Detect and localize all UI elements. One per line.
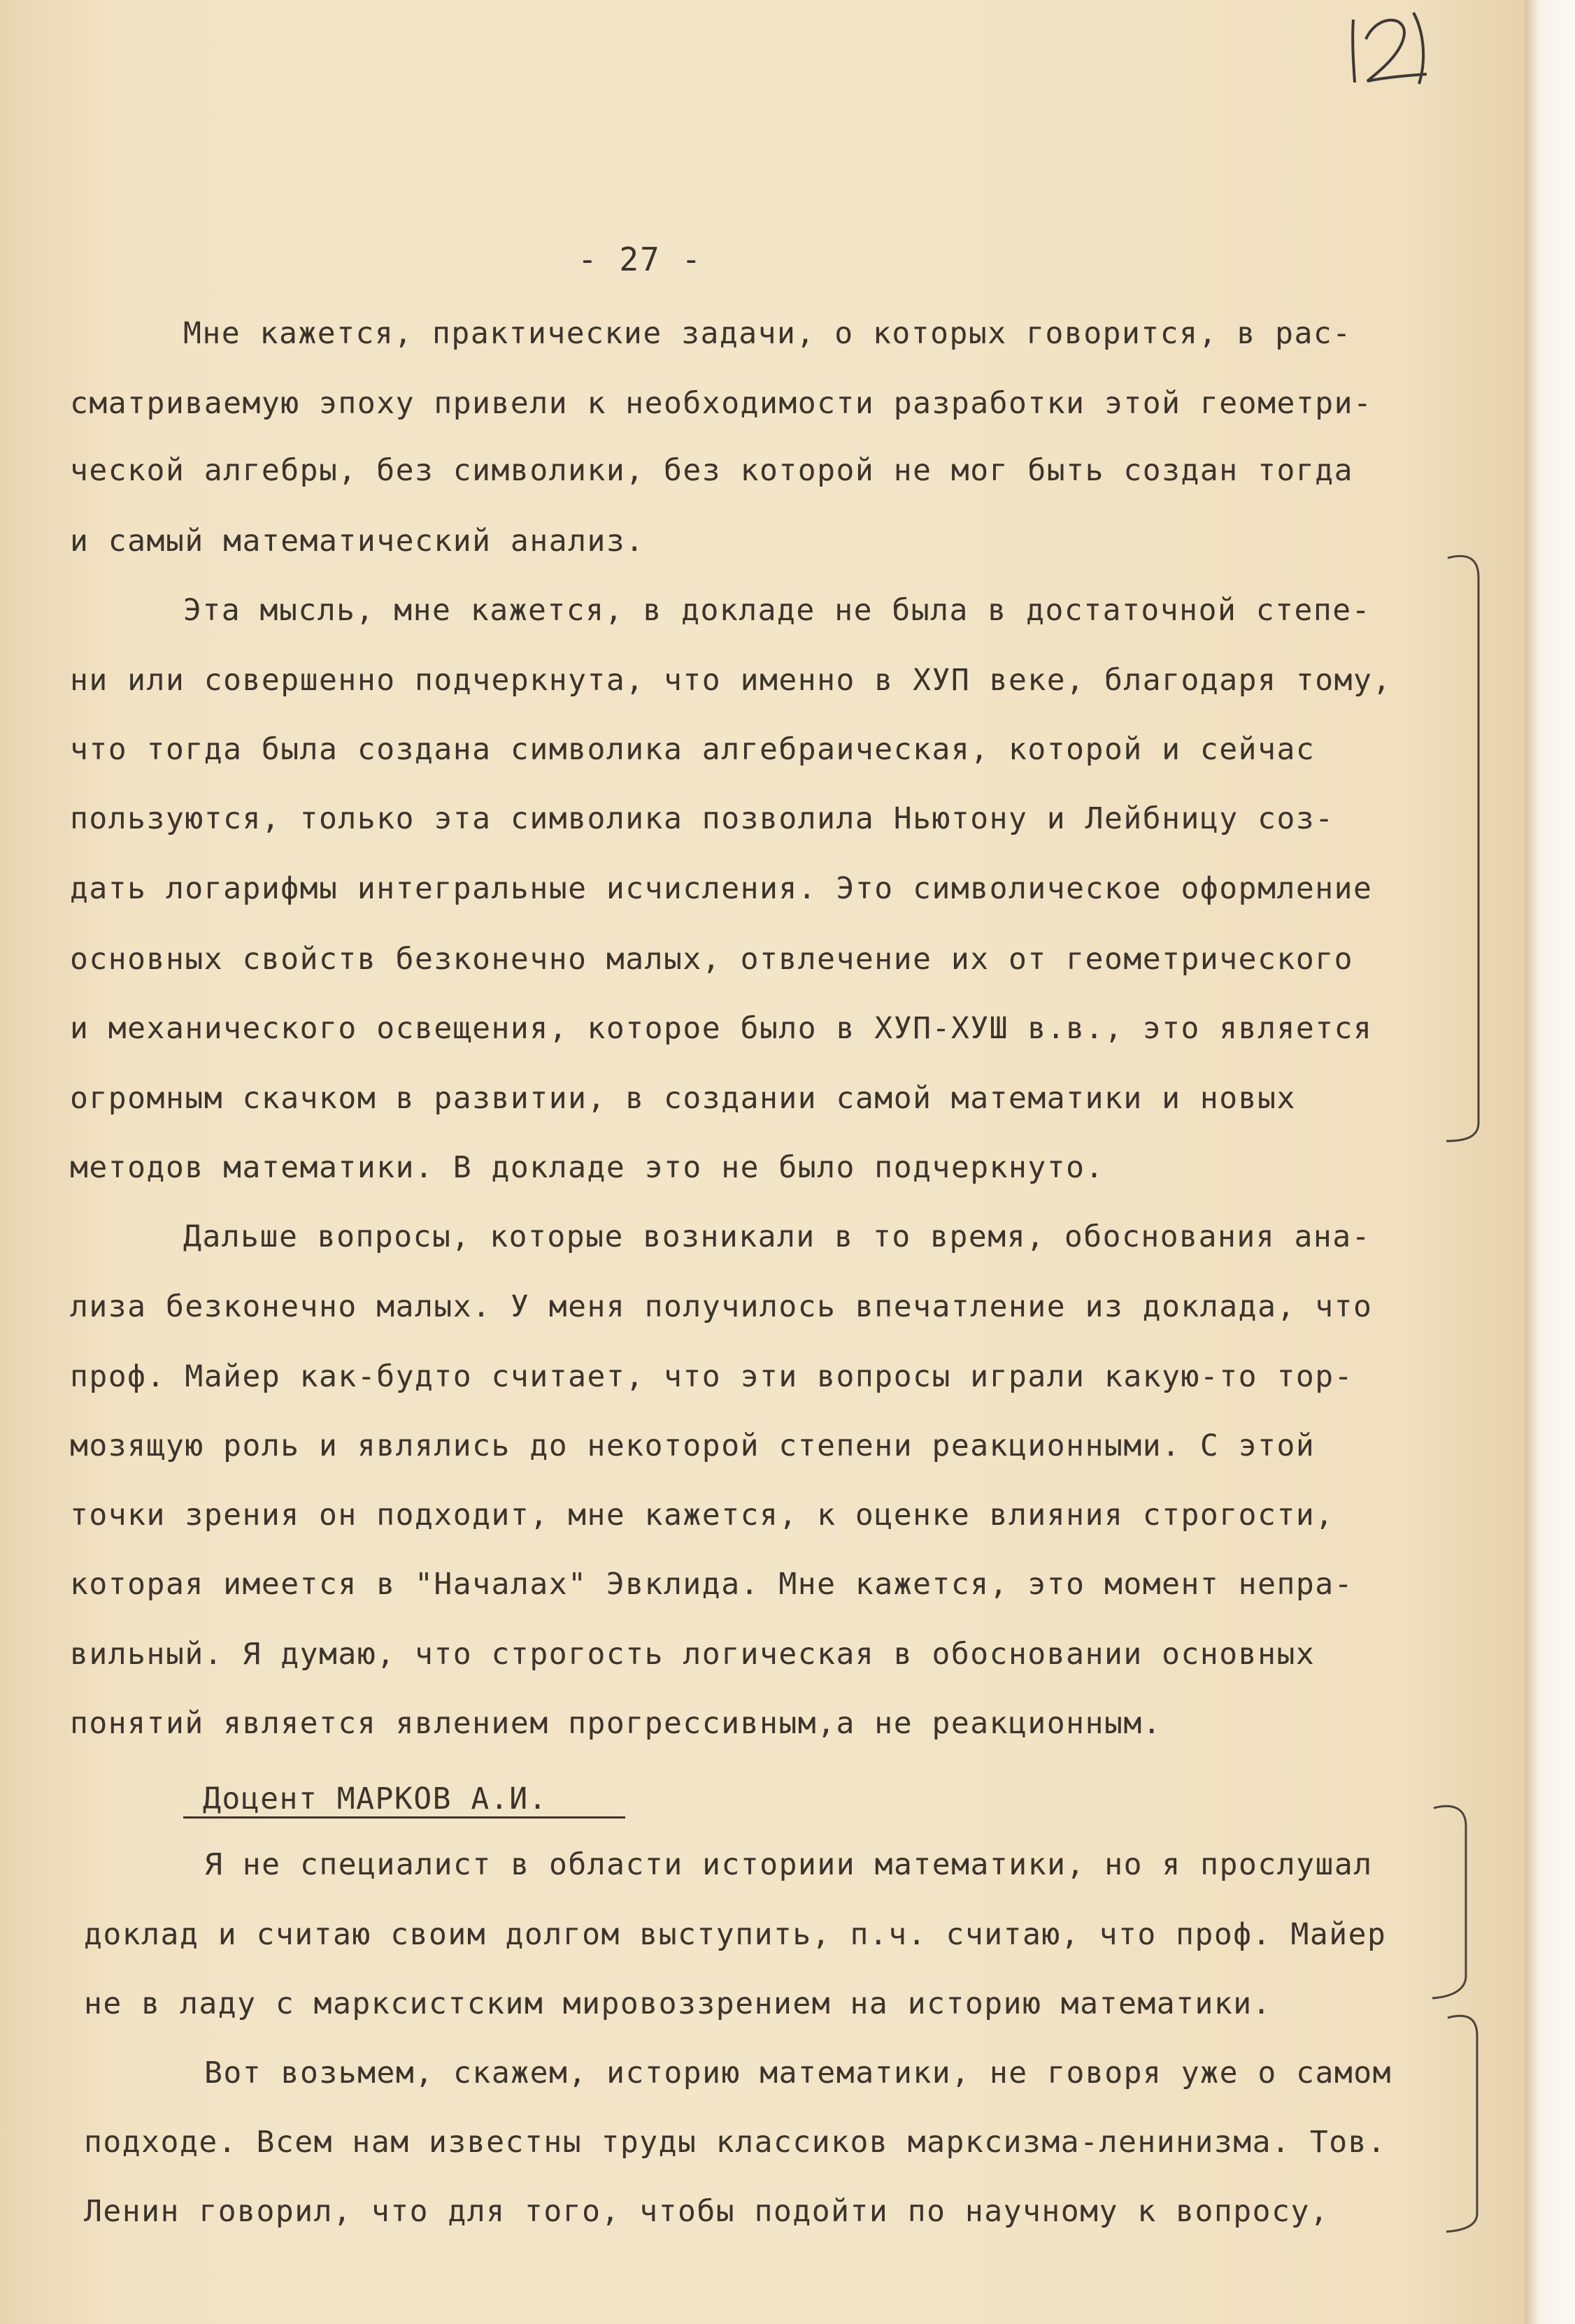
text-line: Ленин говорил, что для того, чтобы подойти по научному к вопросу, xyxy=(84,2194,1330,2229)
speaker-heading: Доцент МАРКОВ А.И. xyxy=(203,1781,548,1816)
text-line: понятий является явлением прогрессивным,а не реакционным. xyxy=(70,1706,1162,1741)
text-line: доклад и считаю своим долгом выступить, п.ч. считаю, что проф. Майер xyxy=(84,1917,1387,1952)
margin-bracket-2 xyxy=(1427,1801,1483,2011)
text-line: Я не специалист в области историии математики, но я прослушал xyxy=(204,1847,1373,1882)
text-line: точки зрения он подходит, мне кажется, к оценке влияния строгости, xyxy=(70,1498,1334,1533)
speaker-underline xyxy=(183,1816,625,1819)
text-line: которая имеется в "Началах" Эвклида. Мне кажется, это момент непра- xyxy=(70,1567,1354,1602)
text-line: и самый математический анализ. xyxy=(70,524,645,559)
page-number: - 27 - xyxy=(578,241,703,278)
text-line: Вот возьмем, скажем, историю математики, не говоря уже о самом xyxy=(204,2056,1392,2090)
text-line: не в ладу с марксистским мировоззрением на историю математики. xyxy=(84,1986,1272,2021)
text-line: проф. Майер как-будто считает, что эти вопросы играли какую-то тор- xyxy=(70,1359,1354,1394)
text-line: ни или совершенно подчеркнута, что именно в ХУП веке, благодаря тому, xyxy=(70,663,1392,698)
text-line: основных свойств безконечно малых, отвлечение их от геометрического xyxy=(70,942,1354,977)
text-line: что тогда была создана символика алгебраическая, которой и сейчас xyxy=(70,732,1316,767)
text-line: методов математики. В докладе это не было подчеркнуто. xyxy=(70,1150,1104,1185)
text-line: Эта мысль, мне кажется, в докладе не была в достаточной степе- xyxy=(183,593,1371,628)
paper-edge xyxy=(1525,0,1575,2324)
text-line: пользуются, только эта символика позволила Ньютону и Лейбницу соз- xyxy=(70,801,1334,836)
text-line: сматриваемую эпоху привели к необходимости разработки этой геометри- xyxy=(70,386,1373,421)
text-line: Дальше вопросы, которые возникали в то время, обоснования ана- xyxy=(183,1219,1371,1254)
handwritten-folio-number xyxy=(1339,6,1437,89)
margin-bracket-1 xyxy=(1441,550,1497,1151)
text-line: вильный. Я думаю, что строгость логическая в обосновании основных xyxy=(70,1637,1316,1672)
text-line: Мне кажется, практические задачи, о которых говорится, в рас- xyxy=(183,316,1352,351)
text-line: огромным скачком в развитии, в создании самой математики и новых xyxy=(70,1081,1296,1116)
text-line: мозящую роль и являлись до некоторой степени реакционными. С этой xyxy=(70,1428,1316,1463)
text-line: подходе. Всем нам известны труды классиков марксизма-ленинизма. Тов. xyxy=(84,2125,1387,2160)
margin-bracket-3 xyxy=(1441,2011,1497,2241)
text-line: лиза безконечно малых. У меня получилось впечатление из доклада, что xyxy=(70,1289,1373,1324)
text-line: дать логарифмы интегральные исчисления. Это символическое оформление xyxy=(70,871,1373,906)
text-line: и механического освещения, которое было в ХУП-ХУШ в.в., это является xyxy=(70,1011,1373,1046)
text-line: ческой алгебры, без символики, без которой не мог быть создан тогда xyxy=(70,453,1354,488)
